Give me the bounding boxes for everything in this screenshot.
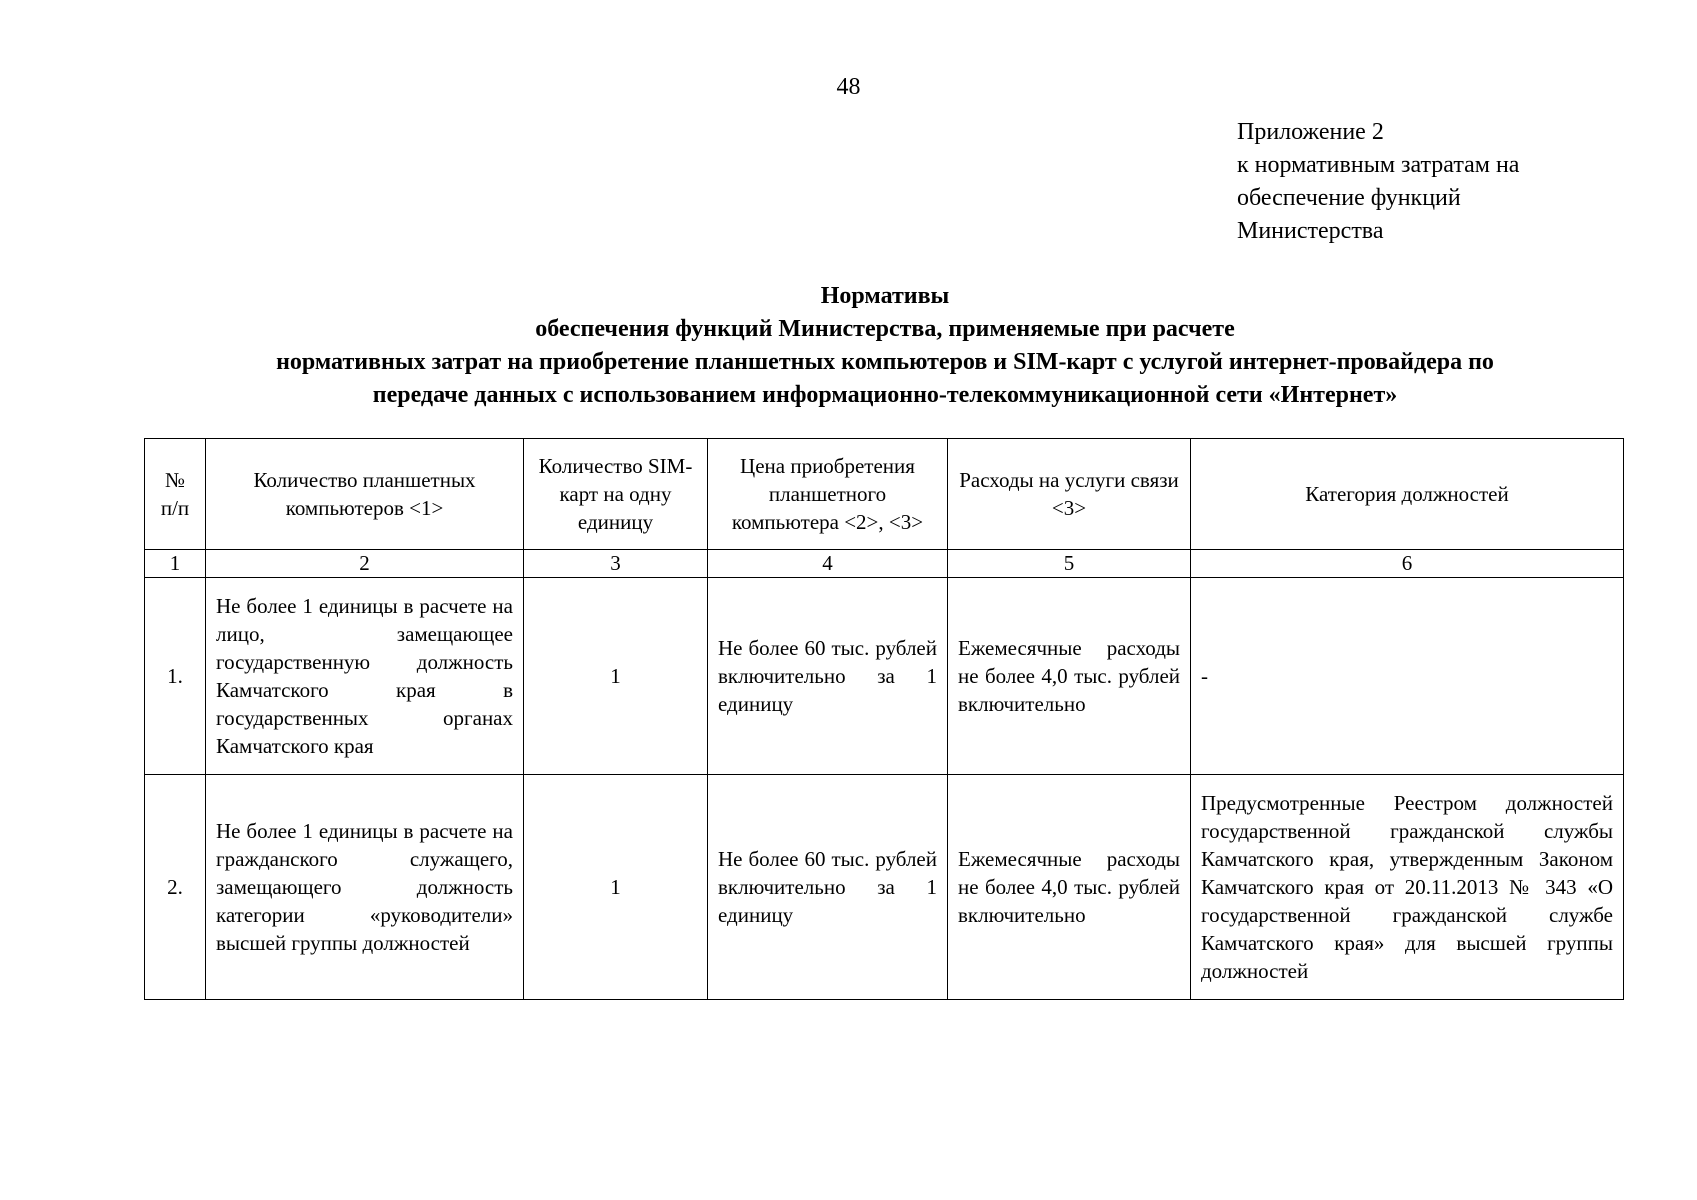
document-title	[120, 280, 1650, 412]
column-number: 4	[708, 550, 948, 578]
column-number: 1	[145, 550, 206, 578]
tablet-count-cell: Не более 1 единицы в расчете на лицо, замещающее государственную должность Камчатского края в государственных органах Камчатского края	[206, 578, 524, 775]
header-number: № п/п	[145, 439, 206, 550]
sim-count-cell: 1	[524, 578, 708, 775]
appendix-note	[1237, 116, 1657, 248]
header-communication-costs: Расходы на услуги связи <3>	[948, 439, 1191, 550]
column-number-row	[145, 550, 1624, 578]
header-tablet-count: Количество планшетных компьютеров <1>	[206, 439, 524, 550]
norms-table	[144, 438, 1624, 1000]
table-row	[145, 578, 1624, 775]
title-line: передаче данных с использованием информационно-телекоммуникационной сети «Интернет»	[372, 382, 1398, 408]
header-tablet-price: Цена приобретения планшетного компьютера <2>, <3>	[708, 439, 948, 550]
appendix-line: обеспечение функций	[1237, 185, 1461, 211]
column-number: 3	[524, 550, 708, 578]
column-number: 2	[206, 550, 524, 578]
tablet-price-cell: Не более 60 тыс. рублей включительно за 1 единицу	[708, 578, 948, 775]
position-category-cell: -	[1191, 578, 1624, 775]
table-header-row	[145, 439, 1624, 550]
tablet-count-cell: Не более 1 единицы в расчете на гражданского служащего, замещающего должность категории «руководители» высшей группы должностей	[206, 775, 524, 1000]
row-number: 2.	[145, 775, 206, 1000]
table-row	[145, 775, 1624, 1000]
position-category-cell: Предусмотренные Реестром должностей государственной гражданской службы Камчатского края, утвержденным Законом Камчатского края от 20.11.2013 № 343 «О государственной гражданской службе Камчатского края» для высшей группы должностей	[1191, 775, 1624, 1000]
appendix-line: Министерства	[1237, 218, 1384, 244]
appendix-line: к нормативным затратам на	[1237, 152, 1520, 178]
title-line: Нормативы	[820, 283, 950, 309]
title-line: обеспечения функций Министерства, применяемые при расчете	[535, 316, 1235, 342]
tablet-price-cell: Не более 60 тыс. рублей включительно за 1 единицу	[708, 775, 948, 1000]
page-number: 48	[836, 74, 861, 100]
communication-costs-cell: Ежемесячные расходы не более 4,0 тыс. рублей включительно	[948, 775, 1191, 1000]
header-sim-count: Количество SIM-карт на одну единицу	[524, 439, 708, 550]
communication-costs-cell: Ежемесячные расходы не более 4,0 тыс. рублей включительно	[948, 578, 1191, 775]
header-position-category: Категория должностей	[1191, 439, 1624, 550]
column-number: 6	[1191, 550, 1624, 578]
appendix-line: Приложение 2	[1237, 119, 1384, 145]
row-number: 1.	[145, 578, 206, 775]
sim-count-cell: 1	[524, 775, 708, 1000]
column-number: 5	[948, 550, 1191, 578]
title-line: нормативных затрат на приобретение планшетных компьютеров и SIM-карт с услугой интернет-провайдера по	[276, 349, 1494, 375]
